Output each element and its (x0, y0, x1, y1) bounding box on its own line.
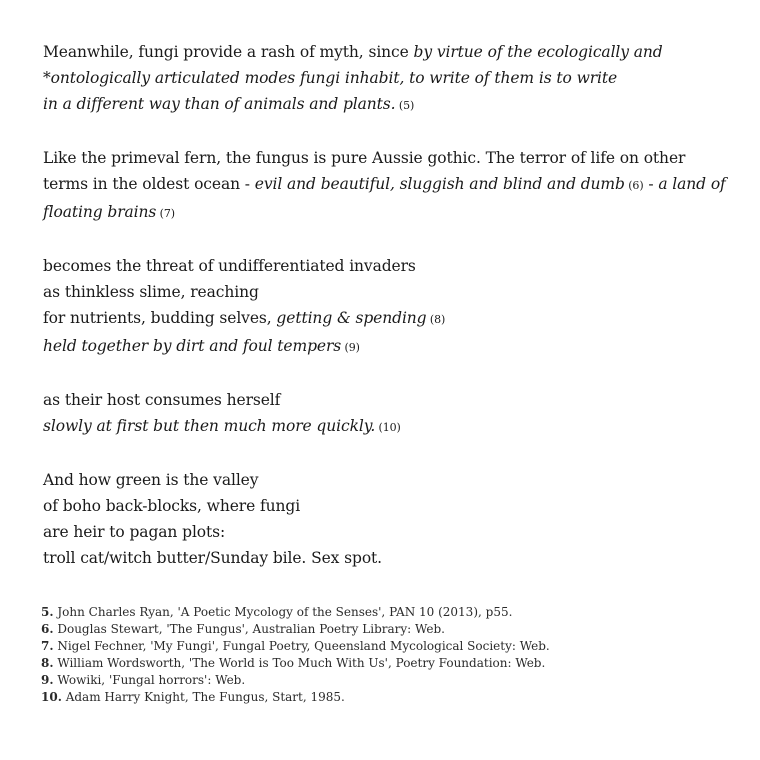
italic-quote: floating brains (43, 203, 157, 221)
footnote-text: William Wordsworth, 'The World is Too Much With Us', Poetry Foundation: Web. (53, 656, 546, 670)
prose-stanza (43, 145, 726, 227)
poem-text: as their host consumes herself (43, 391, 281, 409)
italic-quote: in a different way than of animals and plants. (43, 95, 396, 113)
poem-text: of boho back-blocks, where fungi (43, 497, 301, 515)
footnote-text: John Charles Ryan, 'A Poetic Mycology of the Senses', PAN 10 (2013), p55. (53, 605, 513, 619)
footnote-reference: (10) (375, 421, 401, 434)
footnote-text: Douglas Stewart, 'The Fungus', Australian Poetry Library: Web. (53, 622, 445, 636)
footnote-reference: (8) (426, 313, 446, 326)
poem-body (43, 39, 726, 571)
poem-line (43, 65, 723, 91)
poem-line (43, 145, 723, 171)
footnote-text: Nigel Fechner, 'My Fungi', Fungal Poetry, Queensland Mycological Society: Web. (53, 639, 550, 653)
footnote-reference: (6) (624, 179, 644, 192)
poem-text: for nutrients, budding selves, (43, 309, 277, 327)
footnote-text: Wowiki, 'Fungal horrors': Web. (53, 673, 246, 687)
footnote-item (41, 638, 550, 655)
poem-text: - (643, 175, 659, 193)
italic-quote: slowly at first but then much more quickly. (43, 417, 376, 435)
italic-quote: a land of (658, 175, 726, 193)
poem-line (43, 305, 723, 333)
verse-stanza (43, 253, 723, 361)
poem-line (43, 467, 723, 493)
italic-quote: getting & spending (276, 309, 427, 327)
verse-stanza (43, 387, 723, 441)
italic-quote: held together by dirt and foul tempers (43, 337, 342, 355)
footnote-number: 8. (41, 656, 54, 670)
footnote-item (41, 604, 550, 621)
footnote-item (41, 672, 550, 689)
poem-line (43, 91, 723, 119)
verse-stanza (43, 467, 723, 571)
poem-line (43, 545, 723, 571)
footnote-item (41, 689, 550, 706)
footnote-number: 5. (41, 605, 54, 619)
footnote-number: 10. (41, 690, 62, 704)
poem-line (43, 279, 723, 305)
footnote-reference: (5) (395, 99, 415, 112)
poem-line (43, 199, 723, 227)
poem-text: And how green is the valley (43, 471, 259, 489)
poem-line (43, 253, 723, 279)
poem-text: terms in the oldest ocean - (43, 175, 255, 193)
footnote-text: Adam Harry Knight, The Fungus, Start, 1985. (61, 690, 345, 704)
footnote-number: 7. (41, 639, 54, 653)
footnote-reference: (7) (156, 207, 175, 220)
footnote-number: 9. (41, 673, 54, 687)
poem-line (43, 493, 723, 519)
poem-text: are heir to pagan plots: (43, 523, 226, 541)
poem-line (43, 519, 723, 545)
poem-text: troll cat/witch butter/Sunday bile. Sex spot. (43, 549, 383, 567)
footnote-item (41, 655, 550, 672)
footnote-reference: (9) (341, 341, 360, 354)
italic-quote: evil and beautiful, sluggish and blind and dumb (254, 175, 625, 193)
italic-quote: by virtue of the ecologically and (413, 43, 663, 61)
footnotes (41, 604, 550, 706)
prose-stanza (43, 39, 723, 119)
poem-line (43, 171, 726, 199)
poem-line (43, 387, 723, 413)
italic-quote: *ontologically articulated modes fungi inhabit, to write of them is to write (43, 69, 618, 87)
poem-line (43, 39, 723, 65)
poem-line (43, 333, 723, 361)
footnote-item (41, 621, 550, 638)
poem-text: becomes the threat of undifferentiated invaders (43, 257, 416, 275)
poem-text: Meanwhile, fungi provide a rash of myth, since (43, 43, 414, 61)
footnote-number: 6. (41, 622, 54, 636)
poem-line (43, 413, 723, 441)
poem-text: as thinkless slime, reaching (43, 283, 259, 301)
poem-text: Like the primeval fern, the fungus is pure Aussie gothic. The terror of life on other (43, 149, 686, 167)
